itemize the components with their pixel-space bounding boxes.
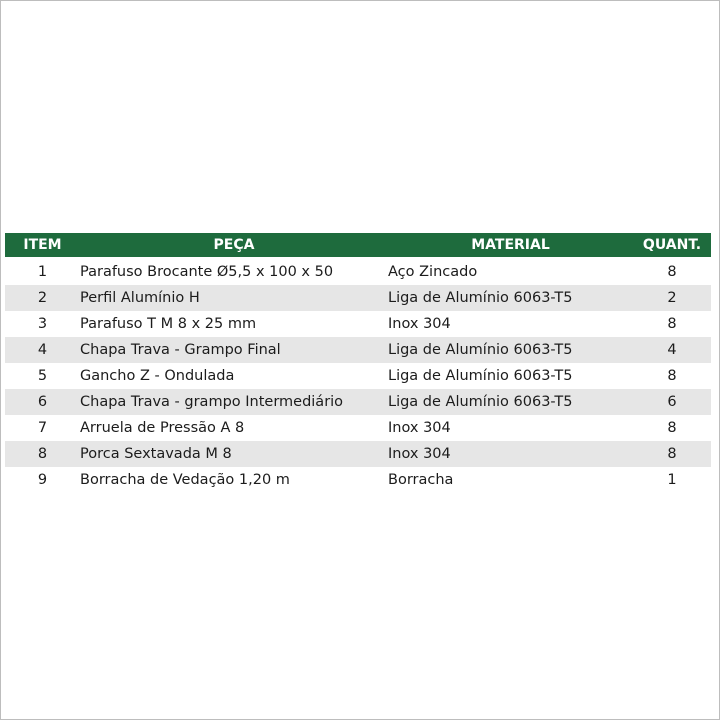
cell-item: 1 <box>5 258 80 285</box>
cell-peca: Gancho Z - Ondulada <box>80 368 235 384</box>
cell-quant: 8 <box>633 441 711 467</box>
cell-peca: Parafuso Brocante Ø5,5 x 100 x 50 <box>80 258 388 285</box>
cell-quant: 8 <box>633 258 711 285</box>
cell-quant: 8 <box>667 420 677 436</box>
cell-item: 4 <box>5 337 80 363</box>
cell-quant: 8 <box>667 368 677 384</box>
cell-material: Liga de Alumínio 6063-T5 <box>388 285 633 311</box>
cell-peca: Arruela de Pressão A 8 <box>80 420 245 436</box>
header-peca: PEÇA <box>80 233 388 258</box>
cell-quant: 2 <box>633 285 711 311</box>
cell-material: Aço Zincado <box>388 258 633 285</box>
header-material: MATERIAL <box>388 233 633 258</box>
cell-peca: Perfil Alumínio H <box>80 285 388 311</box>
parts-table <box>5 233 711 493</box>
cell-material: Liga de Alumínio 6063-T5 <box>388 368 573 384</box>
cell-item: 9 <box>37 472 48 488</box>
cell-peca: Chapa Trava - Grampo Final <box>80 337 388 363</box>
cell-material: Inox 304 <box>388 316 451 332</box>
cell-quant: 4 <box>633 337 711 363</box>
cell-quant: 6 <box>633 389 711 415</box>
cell-item: 2 <box>5 285 80 311</box>
table-row <box>5 389 711 415</box>
table-row <box>5 258 711 285</box>
table-header-row <box>5 233 711 258</box>
table-body <box>5 258 711 493</box>
header-quant: QUANT. <box>633 233 711 258</box>
cell-item: 5 <box>37 368 48 384</box>
table-row <box>5 311 711 337</box>
cell-material: Liga de Alumínio 6063-T5 <box>388 337 633 363</box>
cell-material: Inox 304 <box>388 420 451 436</box>
cell-item: 8 <box>5 441 80 467</box>
table-row <box>5 467 711 493</box>
cell-peca: Borracha de Vedação 1,20 m <box>80 472 290 488</box>
cell-item: 3 <box>37 316 48 332</box>
cell-material: Liga de Alumínio 6063-T5 <box>388 389 633 415</box>
table-row <box>5 285 711 311</box>
cell-quant: 8 <box>667 316 677 332</box>
cell-item: 7 <box>37 420 48 436</box>
table-row <box>5 337 711 363</box>
cell-peca: Porca Sextavada M 8 <box>80 441 388 467</box>
cell-peca: Parafuso T M 8 x 25 mm <box>80 316 257 332</box>
header-item: ITEM <box>5 233 80 258</box>
cell-material: Borracha <box>388 472 454 488</box>
cell-peca: Chapa Trava - grampo Intermediário <box>80 389 388 415</box>
cell-material: Inox 304 <box>388 441 633 467</box>
table-row <box>5 415 711 441</box>
cell-quant: 1 <box>667 472 677 488</box>
cell-item: 6 <box>5 389 80 415</box>
table-row <box>5 441 711 467</box>
table-row <box>5 363 711 389</box>
